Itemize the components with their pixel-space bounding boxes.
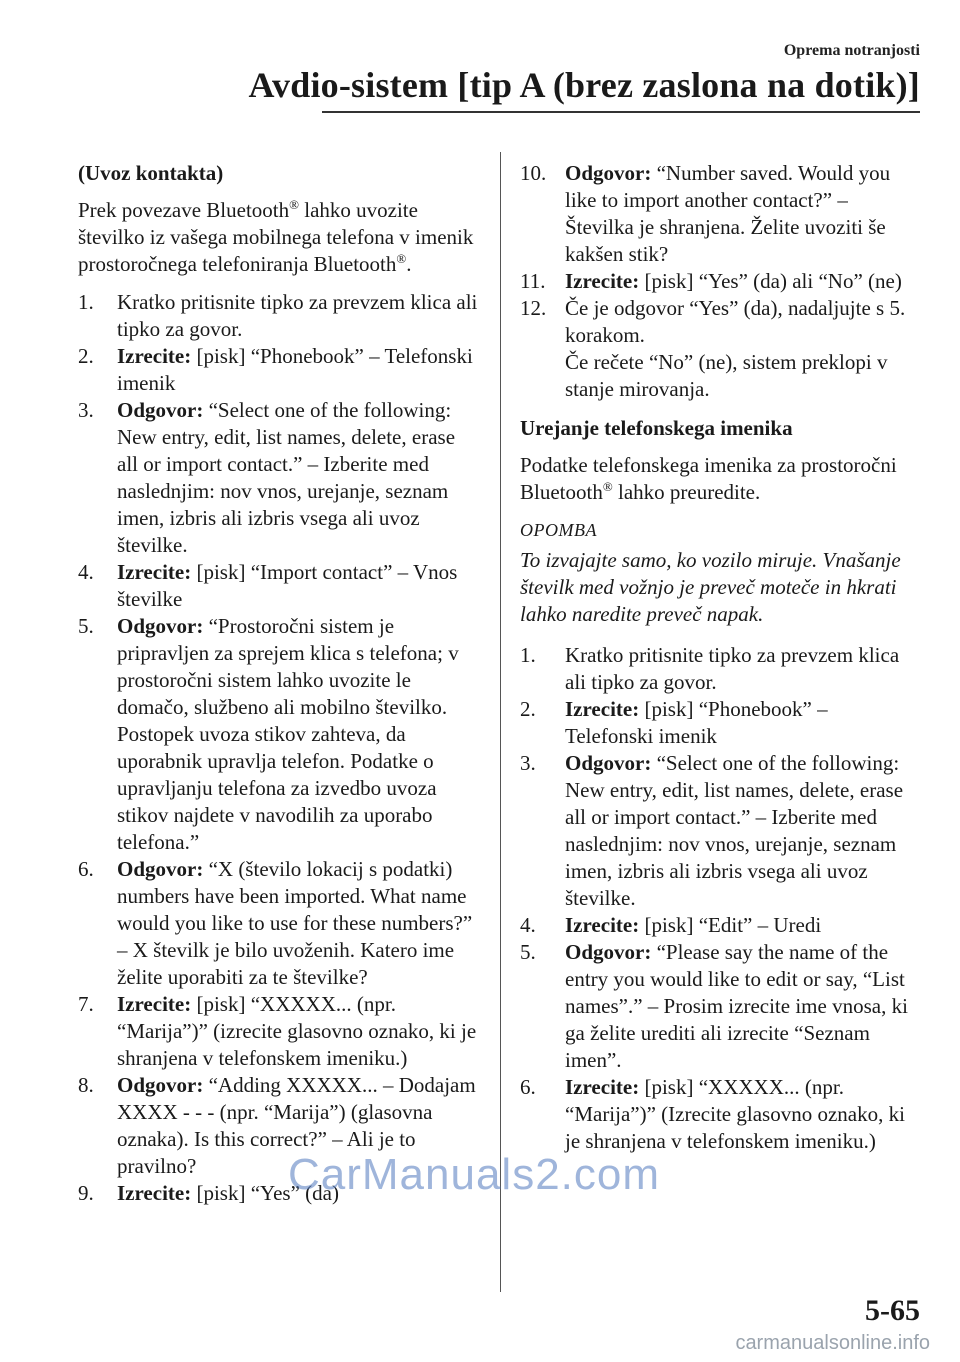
list-item: 3. Odgovor: “Select one of the following: New entry, edit, list names, delete, erase all or import contact.” – Izberite med naslednjim: nov vnos, urejanje, seznam imen, izbris ali izbris vsega ali uvoz številke. xyxy=(520,751,904,910)
edit-phonebook-intro: Podatke telefonskega imenika za prostoročni Bluetooth® lahko preuredite. xyxy=(520,453,897,504)
note-title: OPOMBA xyxy=(520,520,597,540)
list-item: 10. Odgovor: “Number saved. Would you like to import another contact?” – Številka je shranjena. Želite uvoziti še kakšen stik? xyxy=(520,161,891,266)
list-item: 1. Kratko pritisnite tipko za prevzem klica ali tipko za govor. xyxy=(520,643,900,694)
footer-site: carmanualsonline.info xyxy=(735,1332,930,1354)
list-item: 11. Izrecite: [pisk] “Yes” (da) ali “No” (ne) xyxy=(520,269,902,293)
list-item: 8. Odgovor: “Adding XXXXX... – Dodajam XXXX - - - (npr. “Marija”) (glasovna oznaka). Is this correct?” – Ali je to pravilno? xyxy=(78,1073,476,1178)
list-item: 4. Izrecite: [pisk] “Edit” – Uredi xyxy=(520,913,822,937)
import-contact-heading: (Uvoz kontakta) xyxy=(78,161,224,185)
edit-steps-list xyxy=(520,642,918,1155)
list-item: 6. Izrecite: [pisk] “XXXXX... (npr. “Marija”)” (Izrecite glasovno oznako, ki je shranjena v telefonskem imeniku.) xyxy=(520,1075,905,1153)
page-number: 5-65 xyxy=(865,1294,920,1327)
page-title: Avdio-sistem [tip A (brez zaslona na dotik)] xyxy=(248,65,920,105)
edit-phonebook-heading: Urejanje telefonskega imenika xyxy=(520,416,793,440)
list-item: 12. Če je odgovor “Yes” (da), nadaljujte s 5. korakom. Če rečete “No” (ne), sistem preklopi v stanje mirovanja. xyxy=(520,296,906,401)
list-item: 5. Odgovor: “Prostoročni sistem je pripravljen za sprejem klica s telefona; v prostoročni sistem lahko uvozite le domačo, službeno ali mobilno številko. Postopek uvoza stikov zahteva, da uporabnik upravlja telefon. Podatke o upravljanju telefona za izvedbo uvoza stikov najdete v navodilih za uporabo telefona.” xyxy=(78,614,459,854)
section-label: Oprema notranjosti xyxy=(783,42,920,59)
header-rule xyxy=(322,111,920,113)
list-item: 7. Izrecite: [pisk] “XXXXX... (npr. “Marija”)” (izrecite glasovno oznako, ki je shranjena v telefonskem imeniku.) xyxy=(78,992,477,1070)
note-text: To izvajajte samo, ko vozilo miruje. Vnašanje številk med vožnjo je preveč moteče in hkrati lahko naredite preveč napak. xyxy=(520,548,901,626)
right-column xyxy=(520,160,918,1167)
list-item: 9. Izrecite: [pisk] “Yes” (da) xyxy=(78,1181,339,1205)
column-divider xyxy=(500,152,501,1292)
import-steps-list xyxy=(78,289,478,1207)
list-item: 6. Odgovor: “X (število lokacij s podatki) numbers have been imported. What name would you like to use for these numbers?” – X številk je bilo uvoženih. Katero ime želite uporabiti za te številke? xyxy=(78,857,473,989)
watermark: CarManuals2.com xyxy=(288,1150,661,1199)
left-column xyxy=(78,160,478,1219)
list-item: 4. Izrecite: [pisk] “Import contact” – Vnos številke xyxy=(78,560,458,611)
import-contact-intro: Prek povezave Bluetooth® lahko uvozite številko iz vašega mobilnega telefona v imenik prostoročnega telefoniranja Bluetooth®. xyxy=(78,197,474,276)
list-item: 5. Odgovor: “Please say the name of the entry you would like to edit or say, “List names”.” – Prosim izrecite ime vnosa, ki ga želite urediti ali izrecite “Seznam imen”. xyxy=(520,940,908,1072)
import-steps-continued xyxy=(520,160,918,403)
list-item: 2. Izrecite: [pisk] “Phonebook” – Telefonski imenik xyxy=(78,344,473,395)
list-item: 1. Kratko pritisnite tipko za prevzem klica ali tipko za govor. xyxy=(78,290,478,341)
list-item: 2. Izrecite: [pisk] “Phonebook” – Telefonski imenik xyxy=(520,697,828,748)
list-item: 3. Odgovor: “Select one of the following: New entry, edit, list names, delete, erase all or import contact.” – Izberite med naslednjim: nov vnos, urejanje, seznam imen, izbris ali izbris vsega ali uvoz številke. xyxy=(78,398,456,557)
